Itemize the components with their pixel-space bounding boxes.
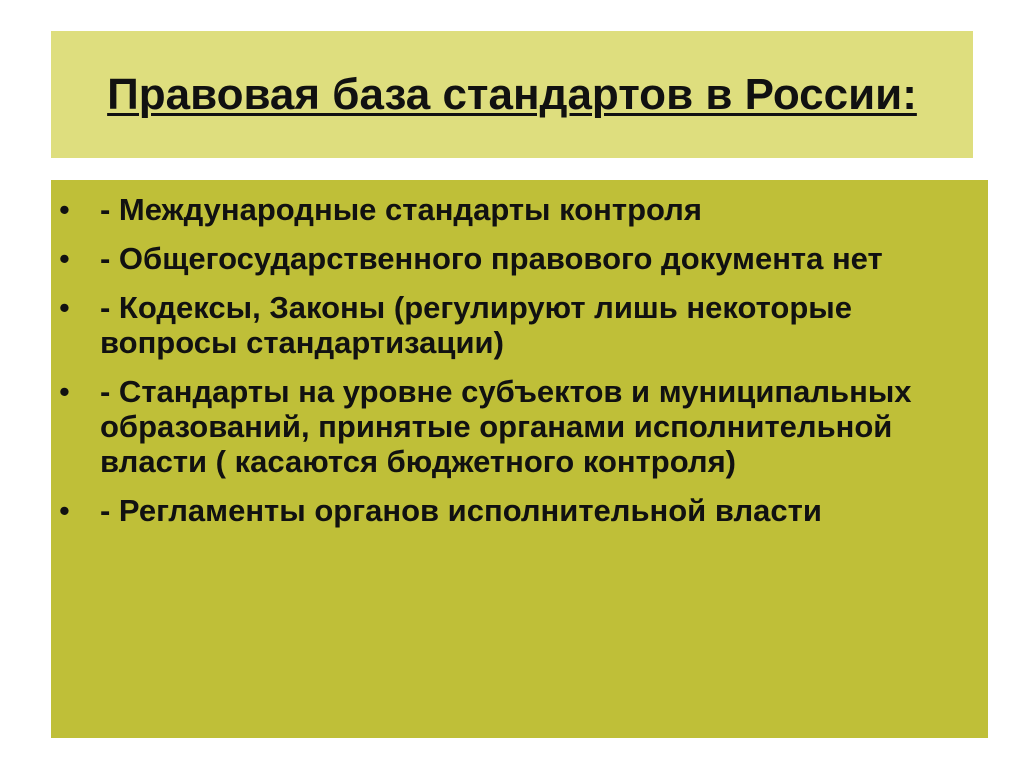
slide-title: Правовая база стандартов в России:: [107, 69, 917, 119]
bullet-icon: •: [59, 241, 70, 276]
bullet-text: - Регламенты органов исполнительной власти: [100, 493, 822, 528]
content-box: [51, 180, 988, 738]
bullet-text: - Общегосударственного правового документа нет: [100, 241, 883, 276]
bullet-text: - Кодексы, Законы (регулируют лишь некоторые вопросы стандартизации): [100, 290, 852, 360]
title-box: [51, 31, 973, 158]
bullet-list: [51, 180, 988, 528]
bullet-text: - Международные стандарты контроля: [100, 192, 702, 227]
bullet-icon: •: [59, 192, 70, 227]
bullet-item-no-national-document: [51, 241, 988, 276]
bullet-item-executive-regulations: [51, 493, 988, 528]
bullet-icon: •: [59, 290, 70, 325]
bullet-item-international-standards: [51, 192, 988, 227]
bullet-text: - Стандарты на уровне субъектов и муниципальных образований, принятые органами исполнительной власти ( касаются бюджетного контроля): [100, 374, 912, 479]
bullet-icon: •: [59, 493, 70, 528]
bullet-item-regional-standards: [51, 374, 988, 479]
bullet-icon: •: [59, 374, 70, 409]
bullet-item-codes-laws: [51, 290, 988, 360]
